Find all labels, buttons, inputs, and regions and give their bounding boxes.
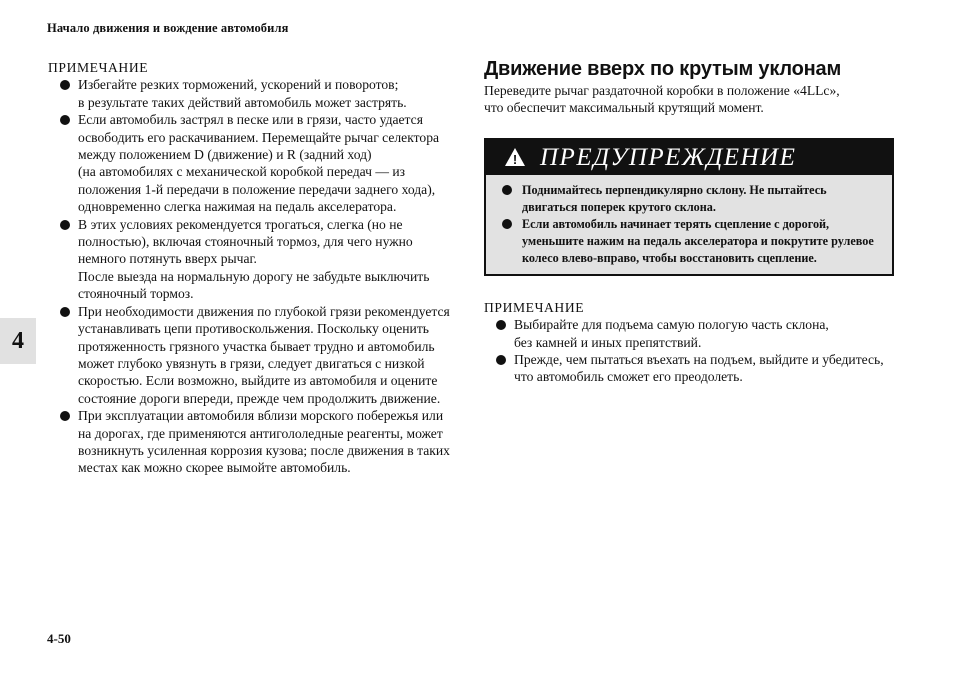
list-item — [48, 111, 458, 215]
list-item-line: Если автомобиль начинает терять сцепление с дорогой, — [522, 216, 830, 231]
section-title: Движение вверх по крутым уклонам — [484, 58, 842, 80]
bullet-icon — [496, 355, 506, 365]
list-item — [484, 316, 904, 351]
note-list — [484, 316, 904, 386]
warning-triangle-icon — [504, 147, 526, 167]
list-item-line: скоростью. Если возможно, выйдите из автомобиля и оцените — [78, 373, 438, 389]
bullet-icon — [60, 411, 70, 421]
list-item-line: протяженность грязного участка бывает трудно и автомобиль — [78, 338, 435, 354]
intro-line: что обеспечит максимальный крутящий момент. — [484, 100, 764, 116]
list-item-line: полностью), включая стояночный тормоз, для чего нужно — [78, 234, 413, 250]
bullet-icon — [60, 220, 70, 230]
list-item — [492, 216, 884, 267]
warning-icon-glyph: ! — [512, 152, 518, 168]
warning-box — [484, 138, 894, 276]
right-column — [484, 57, 904, 386]
list-item-line: возникнуть усиленная коррозия кузова; после движения в таких — [78, 442, 450, 458]
bullet-icon — [60, 307, 70, 317]
intro-line: Переведите рычаг раздаточной коробки в положение «4LLc», — [484, 83, 840, 98]
list-item-line: освободить его раскачиванием. Перемещайте рычаг селектора — [78, 129, 440, 145]
chapter-number: 4 — [12, 327, 24, 354]
left-column — [48, 59, 458, 477]
list-item-line: может глубоко увязнуть в грязи, следует двигаться с низкой — [78, 355, 425, 371]
list-item-line: Если автомобиль застрял в песке или в грязи, часто удается — [78, 112, 423, 128]
list-item-line: без камней и иных препятствий. — [514, 334, 702, 350]
list-item-line: положения 1-й передачи в положение передачи заднего хода), — [78, 181, 436, 197]
list-item-line: между положением D (движение) и R (задний ход) — [78, 147, 372, 163]
bullet-icon — [502, 219, 512, 229]
list-item-line: В этих условиях рекомендуется трогаться, слегка (но не — [78, 216, 403, 232]
list-item-line: Прежде, чем пытаться въехать на подъем, выйдите и убедитесь, — [514, 352, 884, 368]
bullet-icon — [60, 80, 70, 90]
list-item-line: двигаться поперек крутого склона. — [522, 199, 716, 214]
list-item-line: уменьшите нажим на педаль акселератора и покрутите рулевое — [522, 233, 874, 248]
list-item-line: Выбирайте для подъема самую пологую часть склона, — [514, 317, 829, 333]
list-item-line: (на автомобилях с механической коробкой передач — из — [78, 164, 406, 180]
list-item-line: Избегайте резких торможений, ускорений и поворотов; — [78, 77, 399, 93]
list-item-line: При необходимости движения по глубокой грязи рекомендуется — [78, 303, 450, 319]
list-item-line: При эксплуатации автомобиля вблизи морского побережья или — [78, 408, 444, 424]
list-item-line: на дорогах, где применяются антигололедные реагенты, может — [78, 425, 443, 441]
list-item-line: стояночный тормоз. — [78, 286, 194, 302]
right-note — [484, 299, 904, 386]
list-item-line: что автомобиль сможет его преодолеть. — [514, 369, 743, 385]
list-item-line: состояние дороги впереди, прежде чем продолжить движение. — [78, 390, 441, 406]
list-item — [48, 76, 458, 111]
bullet-icon — [496, 320, 506, 330]
list-item-line: Поднимайтесь перпендикулярно склону. Не пытайтесь — [522, 182, 827, 197]
list-item-line: немного потянуть вверх рычаг. — [78, 251, 257, 267]
bullet-icon — [60, 115, 70, 125]
list-item — [492, 182, 884, 216]
bullet-icon — [502, 185, 512, 195]
running-header: Начало движения и вождение автомобиля — [47, 21, 289, 35]
list-item — [48, 303, 458, 407]
list-item — [48, 407, 458, 477]
note-list — [48, 76, 458, 476]
warning-header — [486, 140, 892, 175]
warning-list — [492, 182, 884, 267]
note-label: ПРИМЕЧАНИЕ — [48, 60, 149, 75]
list-item-line: После выезда на нормальную дорогу не забудьте выключить — [78, 268, 430, 284]
list-item-line: одновременно слегка нажимая на педаль акселератора. — [78, 199, 397, 215]
intro-paragraph — [484, 82, 904, 117]
note-label: ПРИМЕЧАНИЕ — [484, 299, 585, 315]
list-item-line: местах как можно скорее вымойте автомобиль. — [78, 460, 351, 476]
page-number: 4-50 — [47, 631, 71, 646]
list-item-line: в результате таких действий автомобиль может застрять. — [78, 94, 407, 110]
list-item — [48, 216, 458, 303]
list-item-line: устанавливать цепи противоскольжения. Поскольку оценить — [78, 321, 429, 337]
list-item — [484, 351, 904, 386]
warning-body — [486, 175, 892, 274]
list-item-line: колесо влево-вправо, чтобы восстановить сцепление. — [522, 250, 817, 265]
warning-title: ПРЕДУПРЕЖДЕНИЕ — [540, 143, 797, 171]
chapter-tab — [0, 318, 36, 364]
